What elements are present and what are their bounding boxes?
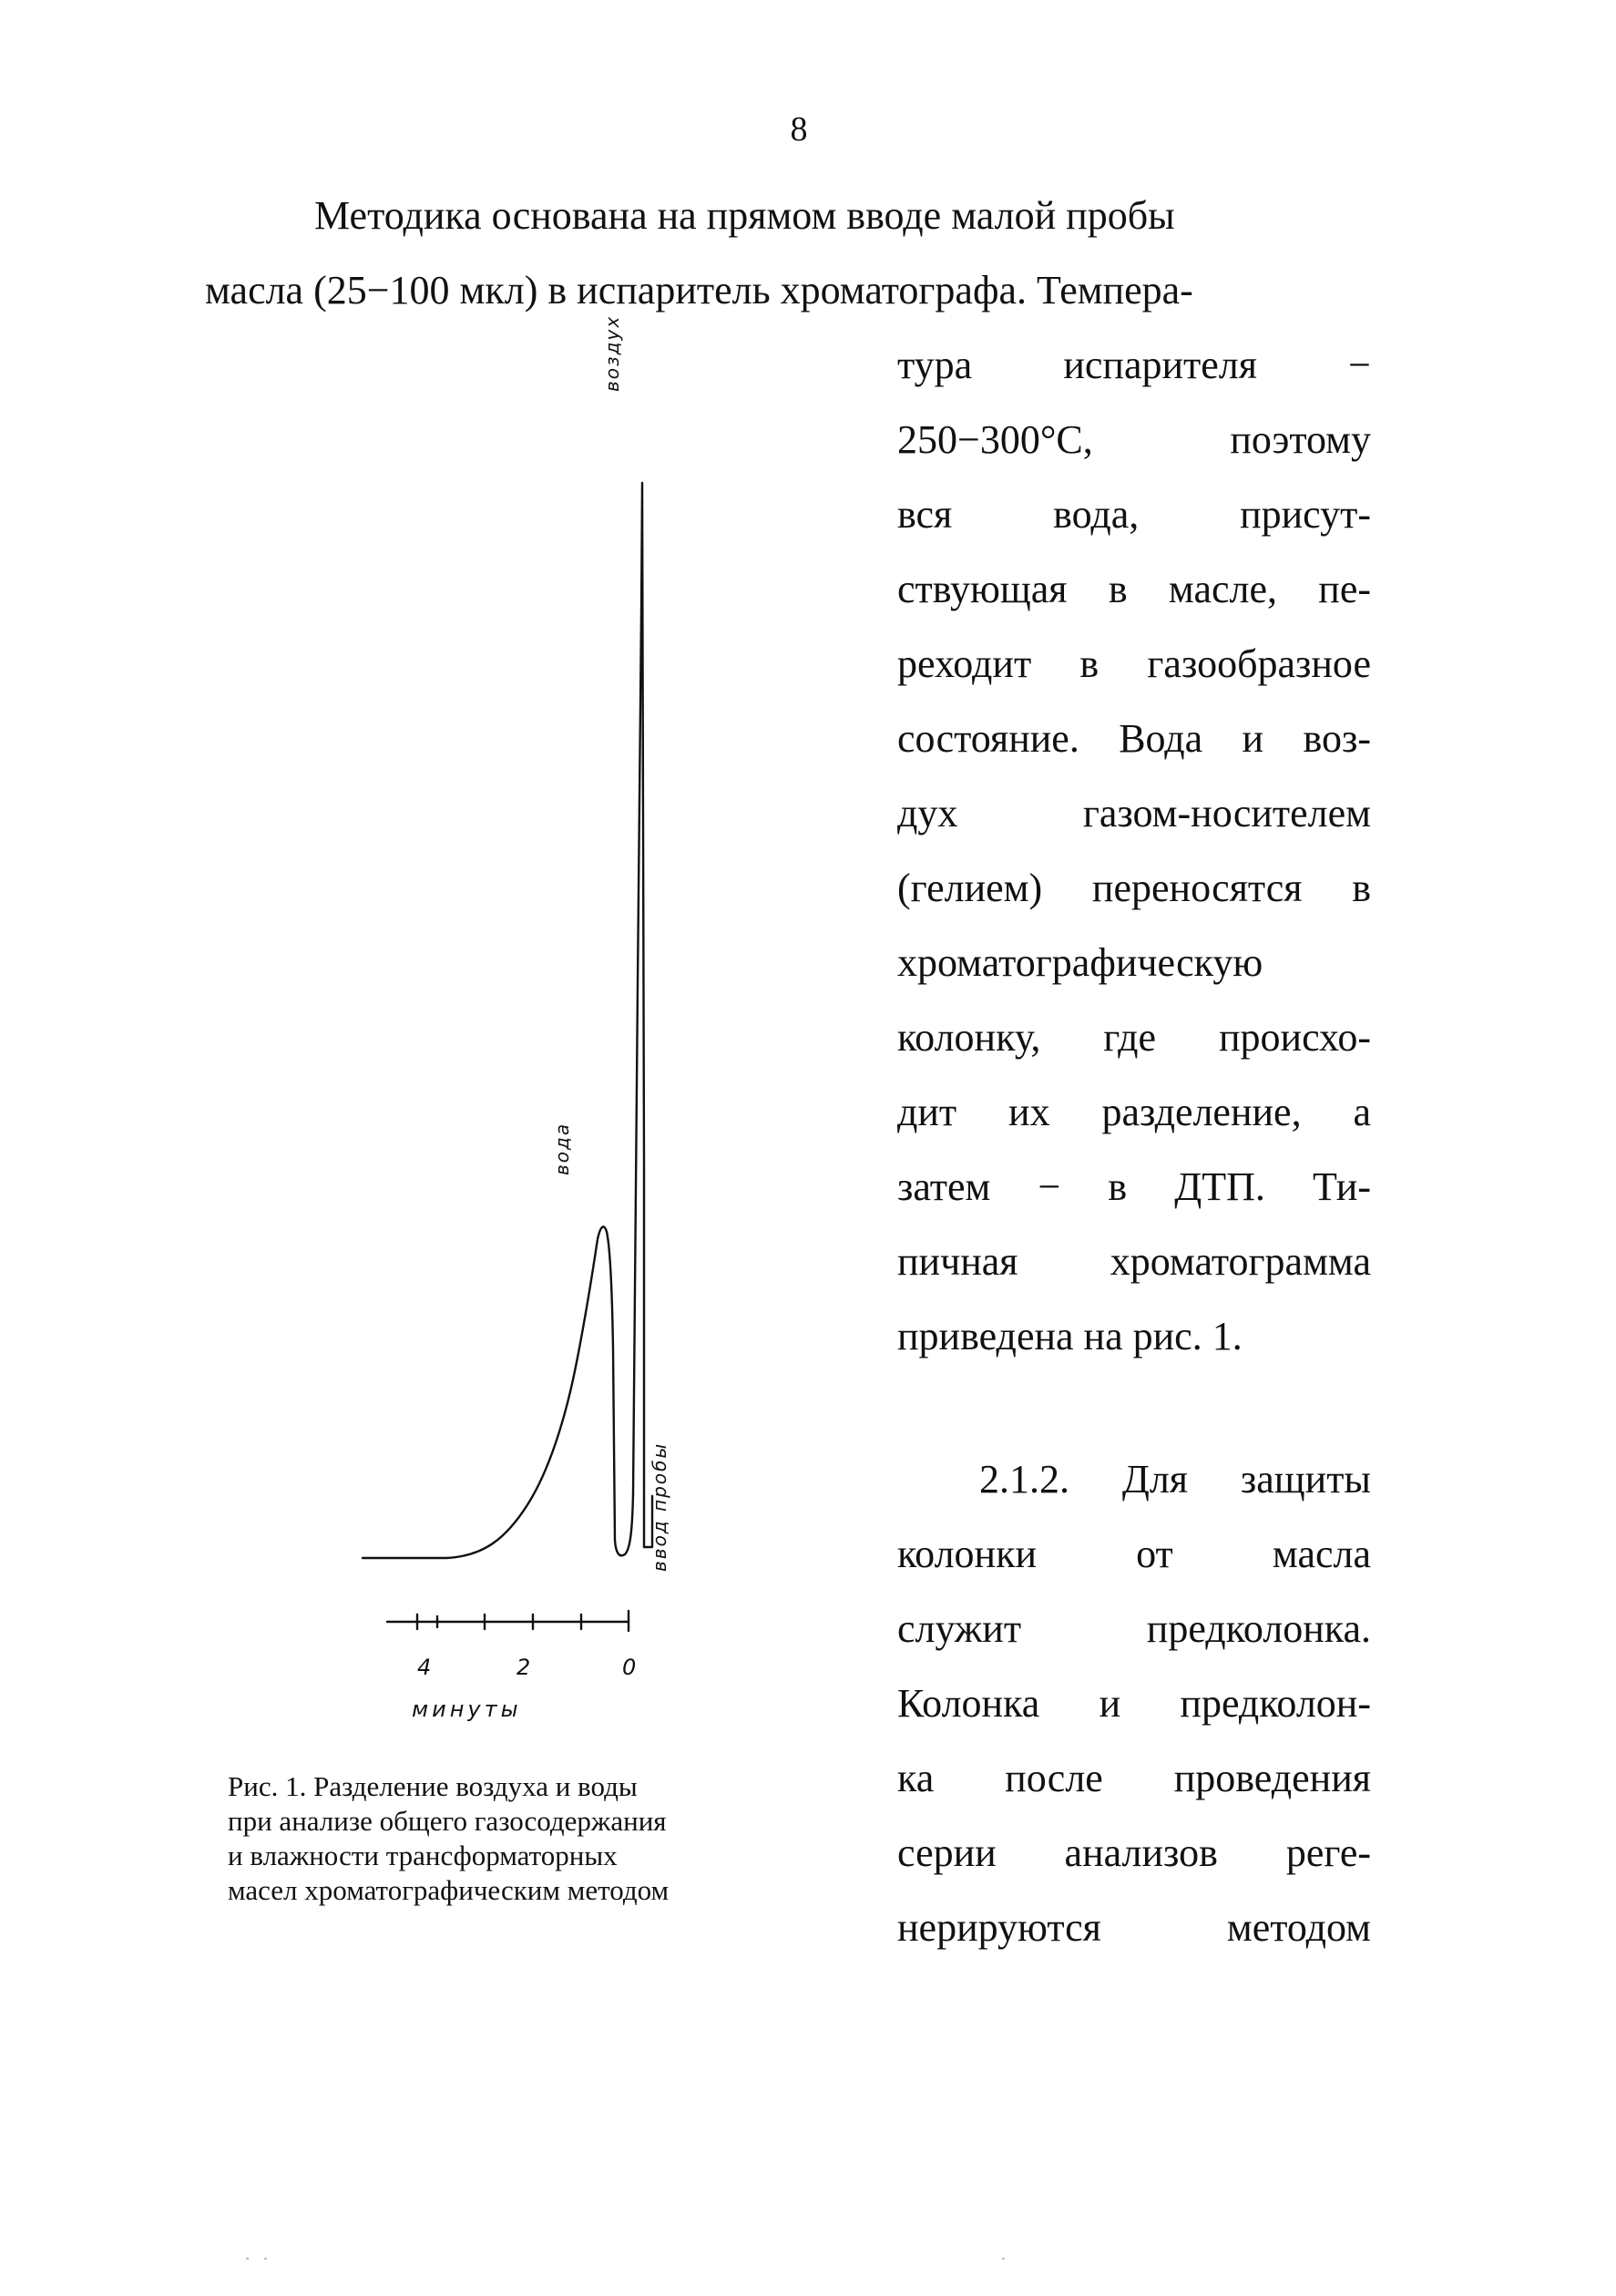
figure-caption (228, 1769, 838, 1908)
scan-speck (1002, 2258, 1005, 2260)
right-column-line: тура испарителя − (897, 343, 1371, 387)
page-number: 8 (790, 110, 808, 149)
section-line: служит предколонка. (897, 1606, 1371, 1651)
right-column-line: дит их разделение, а (897, 1090, 1371, 1134)
right-column-line: затем − в ДТП. Ти- (897, 1164, 1371, 1209)
water-peak-trace (363, 1226, 633, 1558)
scan-speck (246, 2258, 249, 2260)
section-line: Колонка и предколон- (897, 1681, 1371, 1726)
section-line: ка после проведения (897, 1756, 1371, 1800)
intro-line-2: масла (25−100 мкл) в испаритель хроматографа. Темпера- (205, 268, 1193, 313)
chromatogram-figure (346, 346, 674, 1676)
scan-speck (264, 2258, 267, 2260)
right-column-line: 250−300°С, поэтому (897, 417, 1371, 462)
caption-line: при анализе общего газосодержания (228, 1805, 667, 1837)
intro-line-1: Методика основана на прямом вводе малой пробы (314, 193, 1175, 238)
right-column-line: реходит в газообразное (897, 641, 1371, 686)
right-column-line: пичная хроматограмма (897, 1239, 1371, 1284)
air-peak-trace (633, 483, 644, 1547)
right-column-line: вся вода, присут- (897, 492, 1371, 537)
caption-line: и влажности трансформаторных (228, 1840, 618, 1871)
right-column-line: состояние. Вода и воз- (897, 716, 1371, 761)
air-peak-label: воздух (601, 314, 623, 392)
section-line: серии анализов реге- (897, 1830, 1371, 1875)
right-column-line: приведена на рис. 1. (897, 1314, 1243, 1358)
section-line: нерируются методом (897, 1905, 1371, 1950)
water-peak-label: вода (551, 1122, 573, 1175)
right-column-line: дух газом-носителем (897, 791, 1371, 835)
right-column-line: (гелием) переносятся в (897, 866, 1371, 910)
time-axis-tick-label: 2 (517, 1655, 531, 1680)
time-axis-tick-label: 0 (622, 1655, 637, 1680)
caption-line: масел хроматографическим методом (228, 1874, 670, 1906)
right-column-line: колонку, где происхо- (897, 1015, 1371, 1060)
section-line: 2.1.2. Для защиты (979, 1457, 1371, 1502)
time-axis-label: минуты (412, 1696, 522, 1722)
section-line: колонки от масла (897, 1532, 1371, 1576)
time-axis-tick-label: 4 (417, 1655, 432, 1680)
injection-label: ввод пробы (649, 1441, 670, 1572)
right-column-line: хроматографическую (897, 940, 1263, 985)
right-column-line: ствующая в масле, пе- (897, 567, 1371, 611)
caption-line: Рис. 1. Разделение воздуха и воды (228, 1770, 638, 1802)
